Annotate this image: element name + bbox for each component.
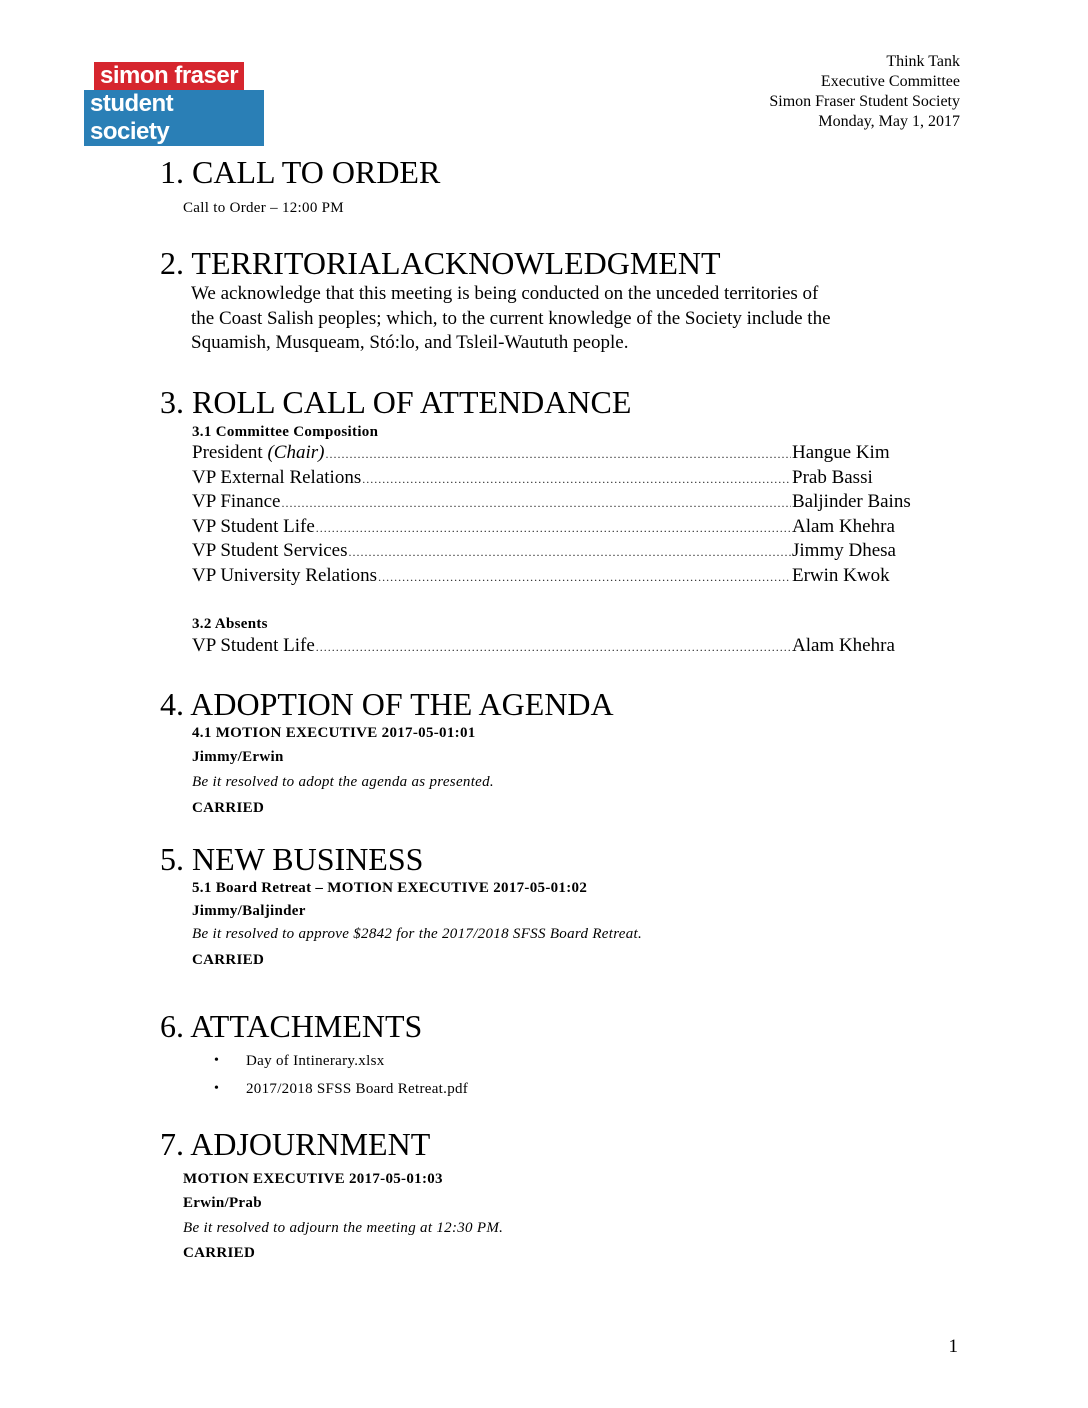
- header-committee: Executive Committee: [820, 73, 960, 90]
- absent-role: VP Student Life: [192, 635, 315, 656]
- roster-row: [192, 539, 932, 565]
- section-7-title: 7. ADJOURNMENT: [160, 1126, 431, 1162]
- section-2-title: 2. TERRITORIALACKNOWLEDGMENT: [160, 245, 721, 281]
- dot-leader: [316, 635, 791, 660]
- committee-composition-heading: 3.1 Committee Composition: [192, 424, 379, 440]
- roster-row: [192, 466, 932, 492]
- motion-movers: Jimmy/Baljinder: [192, 903, 306, 919]
- motion-resolution: Be it resolved to adopt the agenda as presented.: [192, 774, 494, 790]
- roster-row: [192, 515, 932, 541]
- acknowledgment-line-3: Squamish, Musqueam, Stó:lo, and Tsleil-Waututh people.: [191, 332, 629, 353]
- motion-resolution: Be it resolved to adjourn the meeting at 12:30 PM.: [183, 1220, 504, 1236]
- dot-leader: [378, 565, 791, 590]
- motion-resolution: Be it resolved to approve $2842 for the 2017/2018 SFSS Board Retreat.: [192, 926, 643, 942]
- absent-row: [192, 634, 932, 660]
- section-6-title: 6. ATTACHMENTS: [160, 1008, 423, 1044]
- dot-leader: [325, 442, 791, 467]
- roster-role: VP University Relations: [192, 564, 378, 586]
- section-3-title: 3. ROLL CALL OF ATTENDANCE: [160, 384, 632, 420]
- motion-result: CARRIED: [183, 1245, 256, 1261]
- roster-role: VP Finance: [192, 491, 281, 512]
- roster-name: Jimmy Dhesa: [792, 540, 896, 561]
- document-header: [769, 52, 960, 132]
- dot-leader: [349, 540, 791, 565]
- header-organization: Simon Fraser Student Society: [769, 93, 960, 110]
- motion-result: CARRIED: [192, 952, 265, 968]
- roster-name: Erwin Kwok: [792, 564, 890, 586]
- roster-role: VP External Relations: [192, 466, 362, 488]
- logo-line-1: simon fraser: [94, 62, 244, 90]
- header-date: Monday, May 1, 2017: [818, 113, 960, 130]
- page-number: 1: [948, 1336, 958, 1357]
- roster-row: [192, 441, 932, 467]
- bullet-icon: •: [214, 1081, 220, 1096]
- roster-row: [192, 490, 932, 516]
- absents-heading: 3.2 Absents: [192, 616, 268, 632]
- roster-name: Baljinder Bains: [792, 491, 911, 512]
- attachment-item[interactable]: [214, 1079, 468, 1099]
- roster-name: Alam Khehra: [792, 515, 895, 537]
- acknowledgment-line-1: We acknowledge that this meeting is being conducted on the unceded territories of: [191, 283, 819, 304]
- logo-line-2: student society: [84, 90, 264, 146]
- sfss-logo: [84, 62, 264, 146]
- attachment-filename: 2017/2018 SFSS Board Retreat.pdf: [246, 1081, 469, 1097]
- bullet-icon: •: [214, 1053, 220, 1068]
- dot-leader: [316, 516, 791, 541]
- motion-movers: Jimmy/Erwin: [192, 749, 284, 765]
- attachment-item[interactable]: [214, 1051, 385, 1071]
- dot-leader: [281, 491, 791, 516]
- attachment-filename: Day of Intinerary.xlsx: [246, 1053, 385, 1069]
- roster-row: [192, 564, 932, 590]
- call-to-order-text: Call to Order – 12:00 PM: [183, 200, 344, 216]
- roster-name: Prab Bassi: [792, 466, 873, 488]
- section-1-title: 1. CALL TO ORDER: [160, 154, 441, 190]
- motion-result: CARRIED: [192, 800, 265, 816]
- roster-name: Hangue Kim: [792, 442, 890, 463]
- section-4-title: 4. ADOPTION OF THE AGENDA: [160, 686, 614, 722]
- dot-leader: [362, 467, 791, 492]
- motion-movers: Erwin/Prab: [183, 1195, 262, 1211]
- roster-role: President (Chair): [192, 442, 325, 463]
- absent-name: Alam Khehra: [792, 635, 895, 656]
- acknowledgment-line-2: the Coast Salish peoples; which, to the current knowledge of the Society include the: [191, 307, 831, 329]
- header-meeting-name: Think Tank: [886, 53, 960, 70]
- roster-role: VP Student Life: [192, 515, 315, 537]
- roster-role: VP Student Services: [192, 540, 348, 561]
- section-5-title: 5. NEW BUSINESS: [160, 841, 424, 877]
- motion-heading: 4.1 MOTION EXECUTIVE 2017-05-01:01: [192, 725, 476, 741]
- motion-heading: 5.1 Board Retreat – MOTION EXECUTIVE 2017-05-01:02: [192, 880, 588, 896]
- motion-heading: MOTION EXECUTIVE 2017-05-01:03: [183, 1171, 443, 1187]
